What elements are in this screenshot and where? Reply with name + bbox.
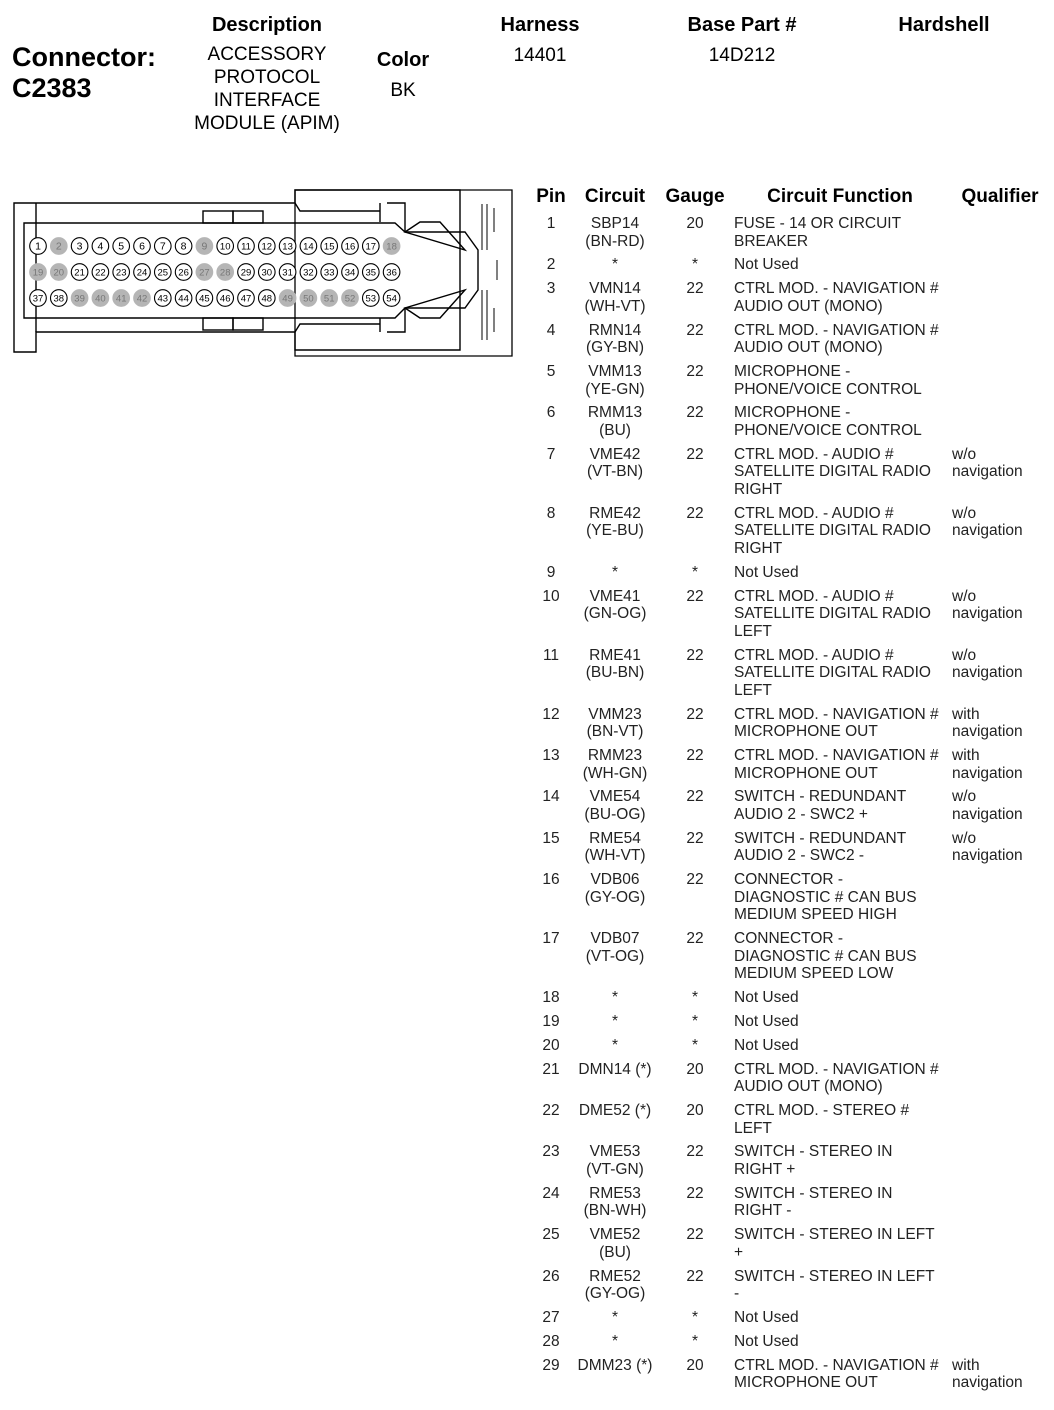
pin-number: 28 (219, 267, 231, 279)
circuit-cell: RME54 (WH-VT) (584, 829, 646, 865)
pin-number: 38 (53, 293, 65, 305)
table-row (530, 1061, 1050, 1096)
pin-number: 33 (323, 267, 335, 279)
connector-pin (363, 264, 380, 281)
gauge-cell: 20 (686, 1102, 704, 1119)
connector-pin (238, 238, 255, 255)
table-row (530, 215, 1050, 250)
qualifier-cell: with navigation (952, 705, 1023, 741)
circuit-cell: * (611, 563, 619, 581)
pin-number: 34 (344, 267, 356, 279)
pin-number: 18 (386, 241, 397, 253)
pin-cell: 23 (542, 1143, 560, 1161)
pin-number: 49 (282, 293, 293, 305)
pin-cell: 16 (542, 871, 560, 889)
pin-number: 32 (303, 267, 314, 279)
table-row (530, 1333, 1050, 1351)
qualifier-cell: w/o navigation (952, 445, 1023, 481)
gauge-cell: 22 (686, 280, 704, 298)
table-row (530, 1185, 1050, 1220)
gauge-cell: 22 (686, 788, 704, 806)
function-cell: CTRL MOD. - NAVIGATION # MICROPHONE OUT (734, 705, 939, 741)
pin-number: 20 (53, 267, 65, 279)
function-cell: CTRL MOD. - NAVIGATION # MICROPHONE OUT (734, 747, 939, 782)
pin-number: 24 (136, 267, 148, 279)
table-row (530, 788, 1050, 823)
circuit-cell: VMM13 (YE-GN) (585, 363, 645, 398)
pin-number: 22 (95, 267, 106, 279)
gauge-cell: * (691, 989, 699, 1007)
connector-pin (196, 264, 213, 281)
pin-cell: 9 (546, 563, 556, 581)
pin-number: 27 (199, 267, 210, 279)
color-heading: Color (376, 49, 430, 71)
pin-number: 15 (323, 241, 335, 253)
connector-pin (321, 264, 338, 281)
pin-cell: 29 (542, 1356, 560, 1374)
circuit-cell: DMN14 (*) (578, 1060, 652, 1078)
function-cell: Not Used (734, 989, 799, 1007)
col-qualifier-header: Qualifier (961, 186, 1039, 207)
pin-cell: 18 (542, 989, 560, 1007)
circuit-cell: VME54 (BU-OG) (584, 788, 646, 823)
pin-number: 30 (261, 267, 273, 279)
table-row (530, 1226, 1050, 1261)
connector-pin (300, 238, 317, 255)
connector-diagram (0, 180, 525, 365)
col-circuit-header: Circuit (584, 186, 646, 207)
circuit-cell: VMM23 (BN-VT) (586, 705, 644, 741)
connector-pin (92, 264, 109, 281)
gauge-cell: * (691, 1332, 699, 1350)
pin-cell: 1 (546, 215, 556, 232)
connector-pin (321, 290, 338, 307)
table-row (530, 256, 1050, 274)
pin-number: 17 (365, 241, 377, 253)
table-row (530, 1102, 1050, 1137)
connector-pin (30, 290, 47, 307)
col-gauge-header: Gauge (665, 186, 725, 207)
gauge-cell: * (691, 1013, 699, 1030)
color-value: BK (390, 80, 416, 101)
gauge-cell: 22 (686, 504, 704, 522)
pin-cell: 3 (546, 280, 556, 298)
circuit-cell: * (611, 1013, 619, 1030)
connector-pin (279, 290, 296, 307)
pin-number: 37 (32, 293, 44, 305)
circuit-cell: RMN14 (GY-BN) (586, 321, 644, 357)
pin-cell: 15 (542, 829, 560, 847)
gauge-cell: * (691, 1309, 699, 1326)
circuit-cell: * (611, 1309, 619, 1326)
connector-pin (217, 264, 234, 281)
connector-pin (51, 290, 68, 307)
circuit-cell: VME41 (GN-OG) (583, 587, 647, 623)
pin-number: 53 (365, 293, 377, 305)
gauge-cell: 22 (686, 829, 704, 847)
connector-pin (51, 238, 68, 255)
pin-cell: 20 (542, 1036, 560, 1054)
table-row (530, 404, 1050, 439)
pin-number: 11 (241, 241, 251, 253)
pin-number: 43 (157, 293, 169, 305)
pin-number: 29 (240, 267, 252, 279)
circuit-cell: VMN14 (WH-VT) (584, 280, 646, 315)
connector-pin (92, 290, 109, 307)
connector-pin (342, 238, 359, 255)
base-part-value: 14D212 (708, 45, 776, 66)
pin-number: 19 (32, 267, 44, 279)
gauge-cell: 22 (686, 747, 704, 764)
table-row (530, 1013, 1050, 1031)
table-row (530, 989, 1050, 1007)
pin-number: 12 (261, 241, 273, 253)
connector-label: Connector: (12, 42, 156, 72)
pin-number: 14 (303, 241, 314, 253)
gauge-cell: 22 (686, 871, 704, 889)
gauge-cell: 20 (686, 1060, 704, 1078)
connector-pin (383, 290, 400, 307)
function-cell: Not Used (734, 1309, 799, 1326)
connector-pin (92, 238, 109, 255)
function-cell: SWITCH - STEREO IN RIGHT + (734, 1143, 893, 1178)
circuit-cell: * (611, 1332, 619, 1350)
table-row (530, 1037, 1050, 1055)
pin-number: 31 (282, 267, 293, 279)
connector-pin (259, 290, 276, 307)
function-cell: FUSE - 14 OR CIRCUIT BREAKER (734, 215, 902, 250)
pin-number: 6 (139, 240, 145, 253)
pin-cell: 27 (542, 1309, 560, 1326)
function-cell: Not Used (734, 1332, 799, 1350)
pin-number: 3 (76, 240, 83, 253)
connector-pin (155, 238, 172, 255)
connector-pin (175, 264, 192, 281)
circuit-cell: RME52 (GY-OG) (584, 1267, 646, 1303)
connector-pins (30, 238, 400, 307)
pin-cell: 11 (542, 646, 560, 664)
connector-pin (238, 290, 255, 307)
table-row (530, 1309, 1050, 1327)
table-row (530, 747, 1050, 782)
table-row (530, 871, 1050, 924)
connector-pin (71, 238, 88, 255)
pin-cell: 26 (542, 1267, 560, 1285)
connector-pin (71, 290, 88, 307)
gauge-cell: 22 (686, 363, 704, 380)
table-row (530, 706, 1050, 741)
circuit-cell: SBP14 (BN-RD) (585, 215, 645, 250)
connector-pin (217, 290, 234, 307)
connector-pin (342, 290, 359, 307)
function-cell: SWITCH - REDUNDANT AUDIO 2 - SWC2 - (734, 829, 907, 865)
table-row (530, 1268, 1050, 1303)
connector-pin (238, 264, 255, 281)
circuit-cell: VME53 (VT-GN) (586, 1143, 644, 1178)
table-row (530, 1357, 1050, 1392)
pin-cell: 12 (542, 705, 560, 723)
connector-pin (279, 264, 296, 281)
circuit-cell: RMM23 (WH-GN) (582, 747, 648, 782)
function-cell: CTRL MOD. - NAVIGATION # AUDIO OUT (MONO) (734, 1060, 939, 1096)
pin-cell: 24 (542, 1184, 560, 1202)
circuit-cell: * (611, 256, 619, 274)
function-cell: CTRL MOD. - NAVIGATION # AUDIO OUT (MONO) (734, 280, 939, 315)
qualifier-cell: with navigation (952, 1356, 1023, 1392)
gauge-cell: 22 (686, 587, 704, 605)
qualifier-cell: w/o navigation (952, 646, 1023, 682)
pin-cell: 6 (546, 404, 556, 422)
function-cell: CTRL MOD. - AUDIO # SATELLITE DIGITAL RADIO LEFT (734, 646, 931, 699)
function-cell: SWITCH - STEREO IN RIGHT - (734, 1184, 893, 1220)
connector-pin (217, 238, 234, 255)
hardshell-heading: Hardshell (898, 14, 990, 36)
connector-pin (300, 264, 317, 281)
function-cell: SWITCH - STEREO IN LEFT - (734, 1267, 935, 1303)
pin-cell: 19 (542, 1013, 560, 1030)
gauge-cell: 22 (686, 646, 704, 664)
connector-pin (175, 238, 192, 255)
qualifier-cell: w/o navigation (952, 504, 1023, 540)
gauge-cell: * (691, 563, 699, 581)
pin-number: 44 (178, 293, 189, 305)
connector-pin (259, 238, 276, 255)
pin-number: 7 (159, 240, 166, 253)
gauge-cell: 22 (686, 404, 704, 422)
function-cell: MICROPHONE - PHONE/VOICE CONTROL (734, 363, 922, 398)
pin-number: 23 (115, 267, 127, 279)
connector-pin (134, 238, 151, 255)
pin-cell: 2 (546, 256, 556, 274)
pin-number: 48 (261, 293, 273, 305)
gauge-cell: * (691, 1036, 699, 1054)
qualifier-cell: w/o navigation (952, 788, 1023, 823)
connector-pin (134, 290, 151, 307)
function-cell: CTRL MOD. - NAVIGATION # AUDIO OUT (MONO) (734, 321, 939, 357)
pin-number: 2 (55, 240, 62, 253)
table-row (530, 564, 1050, 582)
pin-cell: 4 (546, 321, 556, 339)
pin-cell: 8 (546, 504, 556, 522)
pin-cell: 14 (542, 788, 560, 806)
function-cell: CTRL MOD. - AUDIO # SATELLITE DIGITAL RADIO LEFT (734, 587, 931, 640)
circuit-cell: RME42 (YE-BU) (586, 504, 644, 540)
function-cell: CONNECTOR - DIAGNOSTIC # CAN BUS MEDIUM SPEED HIGH (734, 871, 917, 924)
connector-ribs (482, 204, 497, 340)
circuit-cell: DMM23 (*) (577, 1356, 653, 1374)
gauge-cell: 22 (686, 1143, 704, 1161)
gauge-cell: 22 (686, 321, 704, 339)
function-cell: CTRL MOD. - AUDIO # SATELLITE DIGITAL RADIO RIGHT (734, 504, 931, 557)
function-cell: Not Used (734, 1036, 799, 1054)
connector-pin (113, 290, 130, 307)
table-row (530, 322, 1050, 357)
function-cell: MICROPHONE - PHONE/VOICE CONTROL (734, 404, 922, 439)
circuit-cell: VDB07 (VT-OG) (585, 930, 645, 965)
connector-pin (71, 264, 88, 281)
pin-number: 50 (303, 293, 314, 305)
pin-number: 54 (386, 293, 397, 305)
pin-number: 1 (35, 240, 41, 253)
pin-number: 42 (136, 293, 148, 305)
function-cell: CTRL MOD. - STEREO # LEFT (734, 1102, 910, 1137)
circuit-cell: RMM13 (BU) (587, 404, 643, 439)
connector-pin (342, 264, 359, 281)
gauge-cell: 20 (686, 1356, 704, 1374)
pin-cell: 5 (546, 363, 556, 380)
harness-heading: Harness (500, 14, 580, 36)
gauge-cell: 22 (686, 445, 704, 463)
connector-pin (30, 238, 47, 255)
connector-pin (363, 290, 380, 307)
function-cell: SWITCH - STEREO IN LEFT + (734, 1226, 935, 1261)
function-cell: Not Used (734, 1013, 799, 1030)
pin-number: 16 (344, 241, 356, 253)
connector-pin (155, 264, 172, 281)
connector-pin (321, 238, 338, 255)
gauge-cell: * (691, 256, 699, 274)
pin-cell: 22 (542, 1102, 560, 1119)
connector-pin (155, 290, 172, 307)
pin-number: 36 (386, 267, 397, 279)
pin-cell: 25 (542, 1226, 560, 1244)
table-row (530, 930, 1050, 983)
pin-number: 25 (157, 267, 169, 279)
pin-number: 46 (219, 293, 231, 305)
description-heading: Description (211, 14, 323, 36)
qualifier-cell: w/o navigation (952, 587, 1023, 623)
table-row (530, 446, 1050, 499)
pin-number: 21 (74, 267, 85, 279)
function-cell: Not Used (734, 256, 799, 274)
qualifier-cell: with navigation (952, 747, 1023, 782)
gauge-cell: 22 (686, 1184, 704, 1202)
connector-pin (363, 238, 380, 255)
harness-value: 14401 (513, 45, 567, 66)
pin-number: 39 (74, 293, 85, 305)
gauge-cell: 22 (686, 1267, 704, 1285)
pin-number: 10 (219, 241, 231, 253)
connector-pin (51, 264, 68, 281)
table-row (530, 588, 1050, 641)
function-cell: CTRL MOD. - AUDIO # SATELLITE DIGITAL RADIO RIGHT (734, 445, 931, 498)
gauge-cell: 22 (686, 705, 704, 723)
function-cell: SWITCH - REDUNDANT AUDIO 2 - SWC2 + (734, 788, 907, 823)
qualifier-cell: w/o navigation (952, 829, 1023, 865)
table-row (530, 280, 1050, 315)
pin-cell: 13 (542, 747, 560, 764)
connector-pin (134, 264, 151, 281)
function-cell: CTRL MOD. - NAVIGATION # MICROPHONE OUT (734, 1356, 939, 1392)
pin-number: 9 (201, 240, 208, 253)
circuit-cell: VME42 (VT-BN) (587, 445, 643, 481)
table-row (530, 647, 1050, 700)
table-row (530, 363, 1050, 398)
col-pin-header: Pin (536, 186, 566, 207)
pin-number: 5 (118, 240, 125, 253)
pin-cell: 21 (542, 1060, 560, 1078)
pin-number: 45 (199, 293, 210, 305)
pin-number: 40 (95, 293, 106, 305)
col-function-header: Circuit Function (767, 186, 913, 207)
connector-pin (383, 238, 400, 255)
gauge-cell: 22 (686, 1226, 704, 1244)
base-part-heading: Base Part # (687, 14, 797, 36)
pin-number: 41 (115, 293, 127, 305)
circuit-cell: RME41 (BU-BN) (585, 646, 645, 682)
connector-pin (196, 238, 213, 255)
connector-pin (113, 238, 130, 255)
pin-number: 35 (365, 267, 377, 279)
connector-pin (383, 264, 400, 281)
pin-number: 52 (344, 293, 356, 305)
pin-cell: 7 (546, 445, 556, 463)
gauge-cell: 22 (686, 930, 704, 948)
circuit-cell: VDB06 (GY-OG) (584, 871, 646, 906)
gauge-cell: 20 (686, 215, 704, 232)
connector-id: C2383 (12, 73, 92, 103)
circuit-cell: VME52 (BU) (589, 1226, 641, 1261)
connector-pin (279, 238, 296, 255)
table-row (530, 1143, 1050, 1178)
pin-cell: 10 (542, 587, 560, 605)
pin-number: 8 (180, 240, 187, 253)
pin-number: 13 (282, 241, 293, 253)
circuit-cell: * (611, 1036, 619, 1054)
pin-number: 4 (97, 240, 104, 253)
description-value: ACCESSORY PROTOCOL INTERFACE MODULE (APIM) (194, 44, 340, 134)
pin-number: 26 (178, 267, 189, 279)
function-cell: Not Used (734, 563, 799, 581)
circuit-cell: DME52 (*) (578, 1102, 652, 1119)
function-cell: CONNECTOR - DIAGNOSTIC # CAN BUS MEDIUM SPEED LOW (734, 930, 917, 983)
circuit-cell: * (611, 989, 619, 1007)
pin-cell: 28 (542, 1332, 560, 1350)
connector-pin (30, 264, 47, 281)
table-row (530, 830, 1050, 865)
pin-number: 47 (240, 293, 252, 305)
connector-pin (300, 290, 317, 307)
table-row (530, 505, 1050, 558)
connector-pin (259, 264, 276, 281)
pin-cell: 17 (542, 930, 560, 948)
connector-pin (175, 290, 192, 307)
connector-pin (113, 264, 130, 281)
circuit-cell: RME53 (BN-WH) (583, 1184, 647, 1220)
connector-pin (196, 290, 213, 307)
pin-number: 51 (323, 293, 335, 305)
